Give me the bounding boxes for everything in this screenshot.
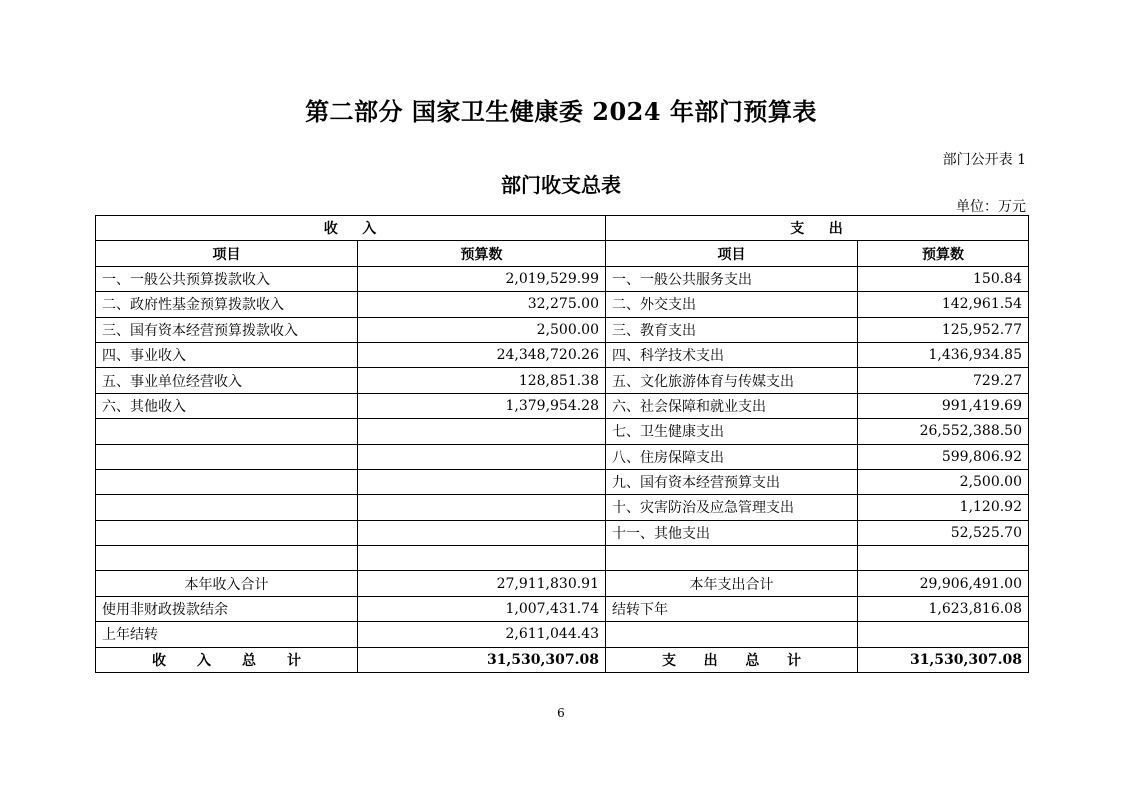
unit-label: 单位：万元 <box>956 199 1026 215</box>
table-row <box>96 419 1029 444</box>
expense-amount: 1,120.92 <box>858 495 1029 520</box>
table-row <box>96 495 1029 520</box>
income-item <box>96 469 358 494</box>
table-row <box>96 266 1029 291</box>
prior-year-label: 上年结转 <box>96 622 358 647</box>
income-subtotal-label: 本年收入合计 <box>96 571 358 596</box>
income-item: 一、一般公共预算拨款收入 <box>96 266 358 291</box>
income-total-char: 收 <box>152 652 166 669</box>
income-amount-header: 预算数 <box>358 241 606 266</box>
expense-item: 一、一般公共服务支出 <box>606 266 858 291</box>
empty-cell <box>606 622 858 647</box>
expense-section-header: 支 出 <box>606 216 1029 241</box>
expense-total-label <box>606 647 858 672</box>
income-item-header: 项目 <box>96 241 358 266</box>
expense-item: 四、科学技术支出 <box>606 342 858 367</box>
expense-amount: 2,500.00 <box>858 469 1029 494</box>
expense-amount: 150.84 <box>858 266 1029 291</box>
expense-item: 五、文化旅游体育与传媒支出 <box>606 368 858 393</box>
prior-year-row <box>96 622 1029 647</box>
expense-amount: 26,552,388.50 <box>858 419 1029 444</box>
prior-year-amount: 2,611,044.43 <box>358 622 606 647</box>
carry-forward-amount: 1,623,816.08 <box>858 596 1029 621</box>
expense-item: 九、国有资本经营预算支出 <box>606 469 858 494</box>
table-row <box>96 469 1029 494</box>
expense-total-char: 支 <box>662 652 676 669</box>
income-amount <box>358 495 606 520</box>
expense-amount: 991,419.69 <box>858 393 1029 418</box>
expense-total-char: 总 <box>745 652 760 669</box>
expense-total-char: 出 <box>703 652 718 669</box>
expense-item: 二、外交支出 <box>606 292 858 317</box>
income-amount <box>358 469 606 494</box>
income-item <box>96 419 358 444</box>
expense-amount: 1,436,934.85 <box>858 342 1029 367</box>
income-amount: 2,019,529.99 <box>358 266 606 291</box>
income-total-amount: 31,530,307.08 <box>358 647 606 672</box>
table-number: 部门公开表 1 <box>942 152 1026 168</box>
income-total-char: 入 <box>197 652 211 669</box>
income-item <box>96 520 358 545</box>
expense-amount: 52,525.70 <box>858 520 1029 545</box>
income-section-header: 收 入 <box>96 216 606 241</box>
income-amount <box>358 520 606 545</box>
expense-item <box>606 546 858 571</box>
budget-summary-table <box>95 215 1029 673</box>
income-item: 五、事业单位经营收入 <box>96 368 358 393</box>
income-total-char: 总 <box>242 652 256 669</box>
non-fiscal-balance-amount: 1,007,431.74 <box>358 596 606 621</box>
table-row <box>96 317 1029 342</box>
carry-row <box>96 596 1029 621</box>
income-item <box>96 546 358 571</box>
expense-total-amount: 31,530,307.08 <box>858 647 1029 672</box>
expense-item: 十、灾害防治及应急管理支出 <box>606 495 858 520</box>
income-item: 四、事业收入 <box>96 342 358 367</box>
expense-amount <box>858 546 1029 571</box>
income-amount: 128,851.38 <box>358 368 606 393</box>
income-total-label <box>96 647 358 672</box>
expense-subtotal-amount: 29,906,491.00 <box>858 571 1029 596</box>
table-row <box>96 520 1029 545</box>
total-row <box>96 647 1029 672</box>
income-amount <box>358 444 606 469</box>
table-title: 部门收支总表 <box>501 173 621 197</box>
carry-forward-label: 结转下年 <box>606 596 858 621</box>
table-row <box>96 292 1029 317</box>
table-row <box>96 546 1029 571</box>
income-subtotal-amount: 27,911,830.91 <box>358 571 606 596</box>
expense-item: 三、教育支出 <box>606 317 858 342</box>
expense-item: 八、住房保障支出 <box>606 444 858 469</box>
expense-item: 十一、其他支出 <box>606 520 858 545</box>
expense-amount: 142,961.54 <box>858 292 1029 317</box>
income-amount <box>358 419 606 444</box>
table-row <box>96 342 1029 367</box>
subtotal-row <box>96 571 1029 596</box>
expense-amount-header: 预算数 <box>858 241 1029 266</box>
table-row <box>96 368 1029 393</box>
income-total-char: 计 <box>287 652 301 669</box>
income-amount: 2,500.00 <box>358 317 606 342</box>
income-amount: 32,275.00 <box>358 292 606 317</box>
income-item: 三、国有资本经营预算拨款收入 <box>96 317 358 342</box>
expense-item: 七、卫生健康支出 <box>606 419 858 444</box>
column-header-row <box>96 241 1029 266</box>
income-amount <box>358 546 606 571</box>
income-amount: 24,348,720.26 <box>358 342 606 367</box>
expense-item: 六、社会保障和就业支出 <box>606 393 858 418</box>
non-fiscal-balance-label: 使用非财政拨款结余 <box>96 596 358 621</box>
income-item: 二、政府性基金预算拨款收入 <box>96 292 358 317</box>
expense-amount: 729.27 <box>858 368 1029 393</box>
expense-item-header: 项目 <box>606 241 858 266</box>
page-number: 6 <box>557 706 565 720</box>
income-item <box>96 495 358 520</box>
expense-amount: 599,806.92 <box>858 444 1029 469</box>
expense-amount: 125,952.77 <box>858 317 1029 342</box>
empty-cell <box>858 622 1029 647</box>
table-row <box>96 393 1029 418</box>
expense-subtotal-label: 本年支出合计 <box>606 571 858 596</box>
page-title: 第二部分 国家卫生健康委 2024 年部门预算表 <box>305 97 817 126</box>
table-row <box>96 444 1029 469</box>
income-item <box>96 444 358 469</box>
income-amount: 1,379,954.28 <box>358 393 606 418</box>
expense-total-char: 计 <box>786 652 801 669</box>
section-header-row <box>96 216 1029 241</box>
income-item: 六、其他收入 <box>96 393 358 418</box>
